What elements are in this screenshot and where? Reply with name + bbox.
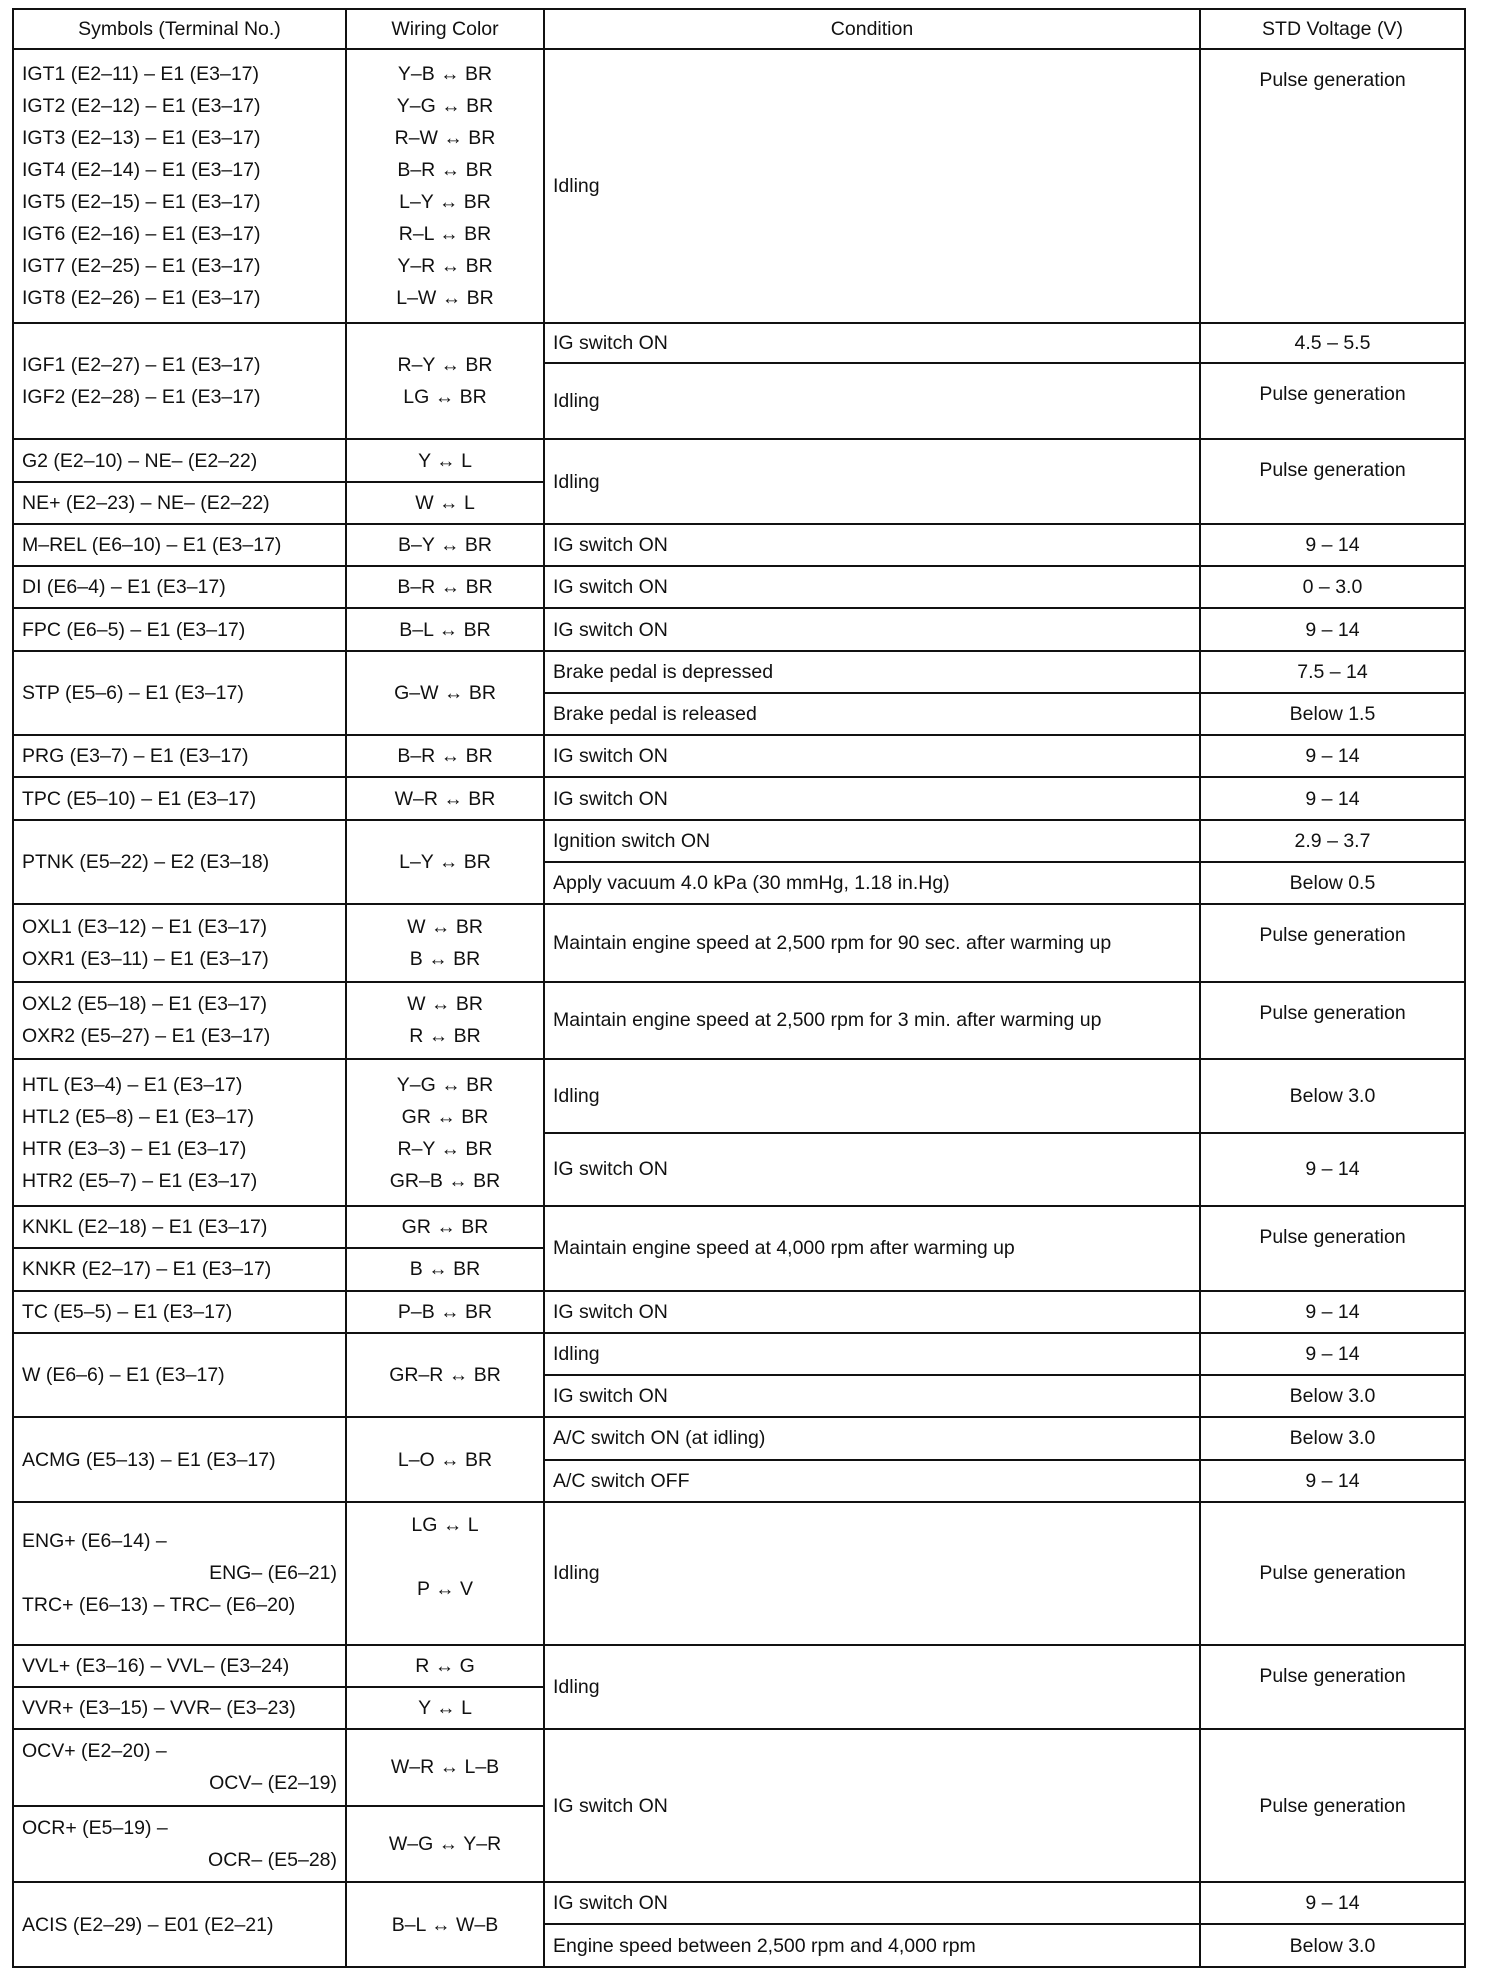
- table-row: [13, 49, 1465, 323]
- table-row: [13, 1417, 1465, 1459]
- wiring-text: R ↔ BR: [409, 1025, 481, 1048]
- condition-cell: Engine speed between 2,500 rpm and 4,000 rpm: [544, 1924, 1200, 1967]
- voltage-cell: Pulse generation: [1200, 363, 1465, 439]
- symbol-text: OXR1 (E3–11) – E1 (E3–17): [22, 947, 269, 970]
- wiring-cell: W–G ↔ Y–R: [346, 1806, 544, 1882]
- table-row: [13, 904, 1465, 981]
- wiring-cell: L–O ↔ BR: [346, 1417, 544, 1502]
- symbol-text: HTL2 (E5–8) – E1 (E3–17): [22, 1105, 254, 1128]
- symbols-cell: [13, 982, 346, 1059]
- voltage-cell: 9 – 14: [1200, 608, 1465, 650]
- symbol-cell: W (E6–6) – E1 (E3–17): [13, 1333, 346, 1418]
- wiring-text: R–Y ↔ BR: [397, 354, 493, 377]
- wiring-cell: B ↔ BR: [346, 1248, 544, 1290]
- wiring-cell: B–R ↔ BR: [346, 735, 544, 777]
- voltage-cell: 7.5 – 14: [1200, 651, 1465, 693]
- wiring-cell: B–L ↔ BR: [346, 608, 544, 650]
- condition-cell: Brake pedal is depressed: [544, 651, 1200, 693]
- symbol-cell: VVL+ (E3–16) – VVL– (E3–24): [13, 1645, 346, 1687]
- table-row: [13, 323, 1465, 363]
- symbol-text: IGT1 (E2–11) – E1 (E3–17): [22, 62, 260, 85]
- table-row: [13, 1729, 1465, 1805]
- header-condition: Condition: [544, 9, 1200, 49]
- symbols-cell: [13, 49, 346, 323]
- wiring-cell: L–Y ↔ BR: [346, 820, 544, 905]
- symbol-cell: G2 (E2–10) – NE– (E2–22): [13, 439, 346, 481]
- table-row: [13, 1059, 1465, 1132]
- voltage-cell: Pulse generation: [1200, 982, 1465, 1059]
- wiring-cell: R ↔ G: [346, 1645, 544, 1687]
- condition-cell: Maintain engine speed at 4,000 rpm after warming up: [544, 1206, 1200, 1291]
- wiring-cell: W–R ↔ BR: [346, 777, 544, 819]
- voltage-cell: 9 – 14: [1200, 1333, 1465, 1375]
- voltage-cell: Pulse generation: [1200, 49, 1465, 323]
- symbols-cell: [13, 904, 346, 981]
- symbol-text: ENG+ (E6–14) –: [22, 1530, 167, 1553]
- wiring-text: W ↔ BR: [407, 993, 483, 1016]
- wiring-text: LG ↔ L: [411, 1514, 479, 1537]
- wiring-text: W ↔ BR: [407, 915, 483, 938]
- condition-cell: IG switch ON: [544, 323, 1200, 363]
- condition-cell: A/C switch ON (at idling): [544, 1417, 1200, 1459]
- table-row: [13, 1291, 1465, 1333]
- voltage-cell: Below 1.5: [1200, 693, 1465, 735]
- symbol-cell: DI (E6–4) – E1 (E3–17): [13, 566, 346, 608]
- condition-cell: Idling: [544, 1059, 1200, 1132]
- table-row: [13, 566, 1465, 608]
- condition-cell: Apply vacuum 4.0 kPa (30 mmHg, 1.18 in.Hg): [544, 862, 1200, 904]
- condition-cell: Idling: [544, 1502, 1200, 1645]
- symbol-cell: NE+ (E2–23) – NE– (E2–22): [13, 482, 346, 524]
- symbol-text: OXR2 (E5–27) – E1 (E3–17): [22, 1025, 271, 1048]
- wiring-text: Y–G ↔ BR: [396, 94, 494, 117]
- wiring-cell: W–R ↔ L–B: [346, 1729, 544, 1805]
- condition-cell: IG switch ON: [544, 735, 1200, 777]
- voltage-cell: Pulse generation: [1200, 1729, 1465, 1882]
- condition-cell: Maintain engine speed at 2,500 rpm for 90 sec. after warming up: [544, 904, 1200, 981]
- condition-cell: IG switch ON: [544, 1729, 1200, 1882]
- wiring-cell: [346, 1502, 544, 1645]
- condition-cell: Ignition switch ON: [544, 820, 1200, 862]
- wiring-cell: [346, 1059, 544, 1206]
- condition-cell: A/C switch OFF: [544, 1460, 1200, 1502]
- voltage-cell: 9 – 14: [1200, 524, 1465, 566]
- table-row: [13, 1206, 1465, 1248]
- symbol-text: IGT4 (E2–14) – E1 (E3–17): [22, 158, 261, 181]
- symbol-text: OXL1 (E3–12) – E1 (E3–17): [22, 915, 267, 938]
- table-row: [13, 1645, 1465, 1687]
- condition-cell: IG switch ON: [544, 1291, 1200, 1333]
- wiring-text: B–R ↔ BR: [397, 158, 493, 181]
- table-row: [13, 820, 1465, 862]
- condition-cell: Idling: [544, 439, 1200, 524]
- wiring-cell: B–Y ↔ BR: [346, 524, 544, 566]
- symbols-cell: [13, 1502, 346, 1645]
- condition-cell: Idling: [544, 363, 1200, 439]
- symbol-text: IGT5 (E2–15) – E1 (E3–17): [22, 190, 261, 213]
- symbol-cell: ACMG (E5–13) – E1 (E3–17): [13, 1417, 346, 1502]
- condition-cell: Maintain engine speed at 2,500 rpm for 3 min. after warming up: [544, 982, 1200, 1059]
- wiring-cell: Y ↔ L: [346, 439, 544, 481]
- wiring-cell: B–L ↔ W–B: [346, 1882, 544, 1967]
- voltage-cell: 9 – 14: [1200, 777, 1465, 819]
- symbols-cell: [13, 1059, 346, 1206]
- wiring-text: Y–R ↔ BR: [397, 254, 493, 277]
- table-row: [13, 1882, 1465, 1924]
- symbol-text: IGT2 (E2–12) – E1 (E3–17): [22, 94, 261, 117]
- table-row: [13, 608, 1465, 650]
- voltage-cell: 9 – 14: [1200, 735, 1465, 777]
- symbol-text: TRC+ (E6–13) – TRC– (E6–20): [22, 1594, 296, 1617]
- table-row: [13, 651, 1465, 693]
- voltage-cell: 2.9 – 3.7: [1200, 820, 1465, 862]
- voltage-cell: 9 – 14: [1200, 1291, 1465, 1333]
- symbol-cell: PRG (E3–7) – E1 (E3–17): [13, 735, 346, 777]
- symbol-text: OCR+ (E5–19) –: [22, 1816, 168, 1839]
- header-std-voltage: STD Voltage (V): [1200, 9, 1465, 49]
- condition-cell: IG switch ON: [544, 566, 1200, 608]
- symbol-cell: KNKR (E2–17) – E1 (E3–17): [13, 1248, 346, 1290]
- voltage-cell: 9 – 14: [1200, 1133, 1465, 1206]
- wiring-text: LG ↔ BR: [403, 386, 487, 409]
- wiring-text: L–Y ↔ BR: [399, 190, 491, 213]
- symbol-text: OXL2 (E5–18) – E1 (E3–17): [22, 993, 267, 1016]
- table-row: [13, 777, 1465, 819]
- wiring-text: B ↔ BR: [409, 947, 481, 970]
- voltage-cell: Below 3.0: [1200, 1924, 1465, 1967]
- condition-cell: IG switch ON: [544, 1133, 1200, 1206]
- wiring-cell: GR ↔ BR: [346, 1206, 544, 1248]
- wiring-cell: B–R ↔ BR: [346, 566, 544, 608]
- voltage-cell: Pulse generation: [1200, 439, 1465, 524]
- wiring-cell: [346, 323, 544, 440]
- condition-cell: Idling: [544, 1333, 1200, 1375]
- voltage-cell: 9 – 14: [1200, 1460, 1465, 1502]
- wiring-cell: G–W ↔ BR: [346, 651, 544, 736]
- wiring-cell: [346, 982, 544, 1059]
- symbol-text: HTL (E3–4) – E1 (E3–17): [22, 1073, 243, 1096]
- symbol-cell: M–REL (E6–10) – E1 (E3–17): [13, 524, 346, 566]
- symbol-cell: TPC (E5–10) – E1 (E3–17): [13, 777, 346, 819]
- wiring-text: Y–B ↔ BR: [397, 62, 493, 85]
- wiring-text: GR ↔ BR: [401, 1105, 489, 1128]
- voltage-spec-table: [12, 8, 1466, 1968]
- wiring-text: R–L ↔ BR: [398, 222, 492, 245]
- wiring-text: P ↔ V: [417, 1578, 473, 1601]
- symbols-cell: [13, 323, 346, 440]
- wiring-cell: P–B ↔ BR: [346, 1291, 544, 1333]
- symbol-cell: TC (E5–5) – E1 (E3–17): [13, 1291, 346, 1333]
- wiring-cell: [346, 49, 544, 323]
- voltage-cell: Below 0.5: [1200, 862, 1465, 904]
- header-symbols: Symbols (Terminal No.): [13, 9, 346, 49]
- voltage-cell: 4.5 – 5.5: [1200, 323, 1465, 363]
- wiring-text: L–W ↔ BR: [396, 286, 494, 309]
- symbols-cell: [13, 1729, 346, 1805]
- symbol-text: IGF2 (E2–28) – E1 (E3–17): [22, 386, 261, 409]
- table-row: [13, 524, 1465, 566]
- symbol-text: HTR (E3–3) – E1 (E3–17): [22, 1137, 247, 1160]
- wiring-text: R–W ↔ BR: [394, 126, 496, 149]
- condition-cell: IG switch ON: [544, 1882, 1200, 1924]
- voltage-cell: 0 – 3.0: [1200, 566, 1465, 608]
- symbol-cell: PTNK (E5–22) – E2 (E3–18): [13, 820, 346, 905]
- condition-cell: IG switch ON: [544, 608, 1200, 650]
- condition-cell: IG switch ON: [544, 777, 1200, 819]
- voltage-cell: Pulse generation: [1200, 1645, 1465, 1730]
- condition-cell: Idling: [544, 49, 1200, 323]
- header-row: [13, 9, 1465, 49]
- condition-cell: IG switch ON: [544, 524, 1200, 566]
- wiring-text: GR–B ↔ BR: [389, 1169, 501, 1192]
- symbol-text: OCV– (E2–19): [209, 1772, 337, 1795]
- symbol-text: OCV+ (E2–20) –: [22, 1740, 167, 1763]
- wiring-cell: [346, 904, 544, 981]
- symbol-cell: KNKL (E2–18) – E1 (E3–17): [13, 1206, 346, 1248]
- symbol-text: OCR– (E5–28): [208, 1848, 337, 1871]
- voltage-cell: Below 3.0: [1200, 1059, 1465, 1132]
- voltage-cell: Pulse generation: [1200, 1502, 1465, 1645]
- table-row: [13, 735, 1465, 777]
- voltage-cell: Pulse generation: [1200, 1206, 1465, 1291]
- wiring-text: Y–G ↔ BR: [396, 1073, 494, 1096]
- symbol-text: IGT3 (E2–13) – E1 (E3–17): [22, 126, 261, 149]
- symbol-text: HTR2 (E5–7) – E1 (E3–17): [22, 1169, 258, 1192]
- header-wiring-color: Wiring Color: [346, 9, 544, 49]
- voltage-cell: Pulse generation: [1200, 904, 1465, 981]
- symbol-text: ENG– (E6–21): [209, 1562, 337, 1585]
- table-row: [13, 439, 1465, 481]
- table-row: [13, 1333, 1465, 1375]
- condition-cell: Brake pedal is released: [544, 693, 1200, 735]
- wiring-cell: GR–R ↔ BR: [346, 1333, 544, 1418]
- symbol-text: IGT8 (E2–26) – E1 (E3–17): [22, 286, 261, 309]
- voltage-cell: Below 3.0: [1200, 1375, 1465, 1417]
- wiring-text: R–Y ↔ BR: [397, 1137, 493, 1160]
- wiring-cell: W ↔ L: [346, 482, 544, 524]
- symbol-cell: ACIS (E2–29) – E01 (E2–21): [13, 1882, 346, 1967]
- condition-cell: IG switch ON: [544, 1375, 1200, 1417]
- voltage-cell: 9 – 14: [1200, 1882, 1465, 1924]
- condition-cell: Idling: [544, 1645, 1200, 1730]
- symbol-cell: VVR+ (E3–15) – VVR– (E3–23): [13, 1687, 346, 1729]
- table-row: [13, 1502, 1465, 1645]
- symbol-text: IGT6 (E2–16) – E1 (E3–17): [22, 222, 261, 245]
- voltage-cell: Below 3.0: [1200, 1417, 1465, 1459]
- wiring-cell: Y ↔ L: [346, 1687, 544, 1729]
- symbol-cell: FPC (E6–5) – E1 (E3–17): [13, 608, 346, 650]
- symbol-text: IGF1 (E2–27) – E1 (E3–17): [22, 354, 261, 377]
- symbol-text: IGT7 (E2–25) – E1 (E3–17): [22, 254, 261, 277]
- symbols-cell: [13, 1806, 346, 1882]
- table-row: [13, 982, 1465, 1059]
- symbol-cell: STP (E5–6) – E1 (E3–17): [13, 651, 346, 736]
